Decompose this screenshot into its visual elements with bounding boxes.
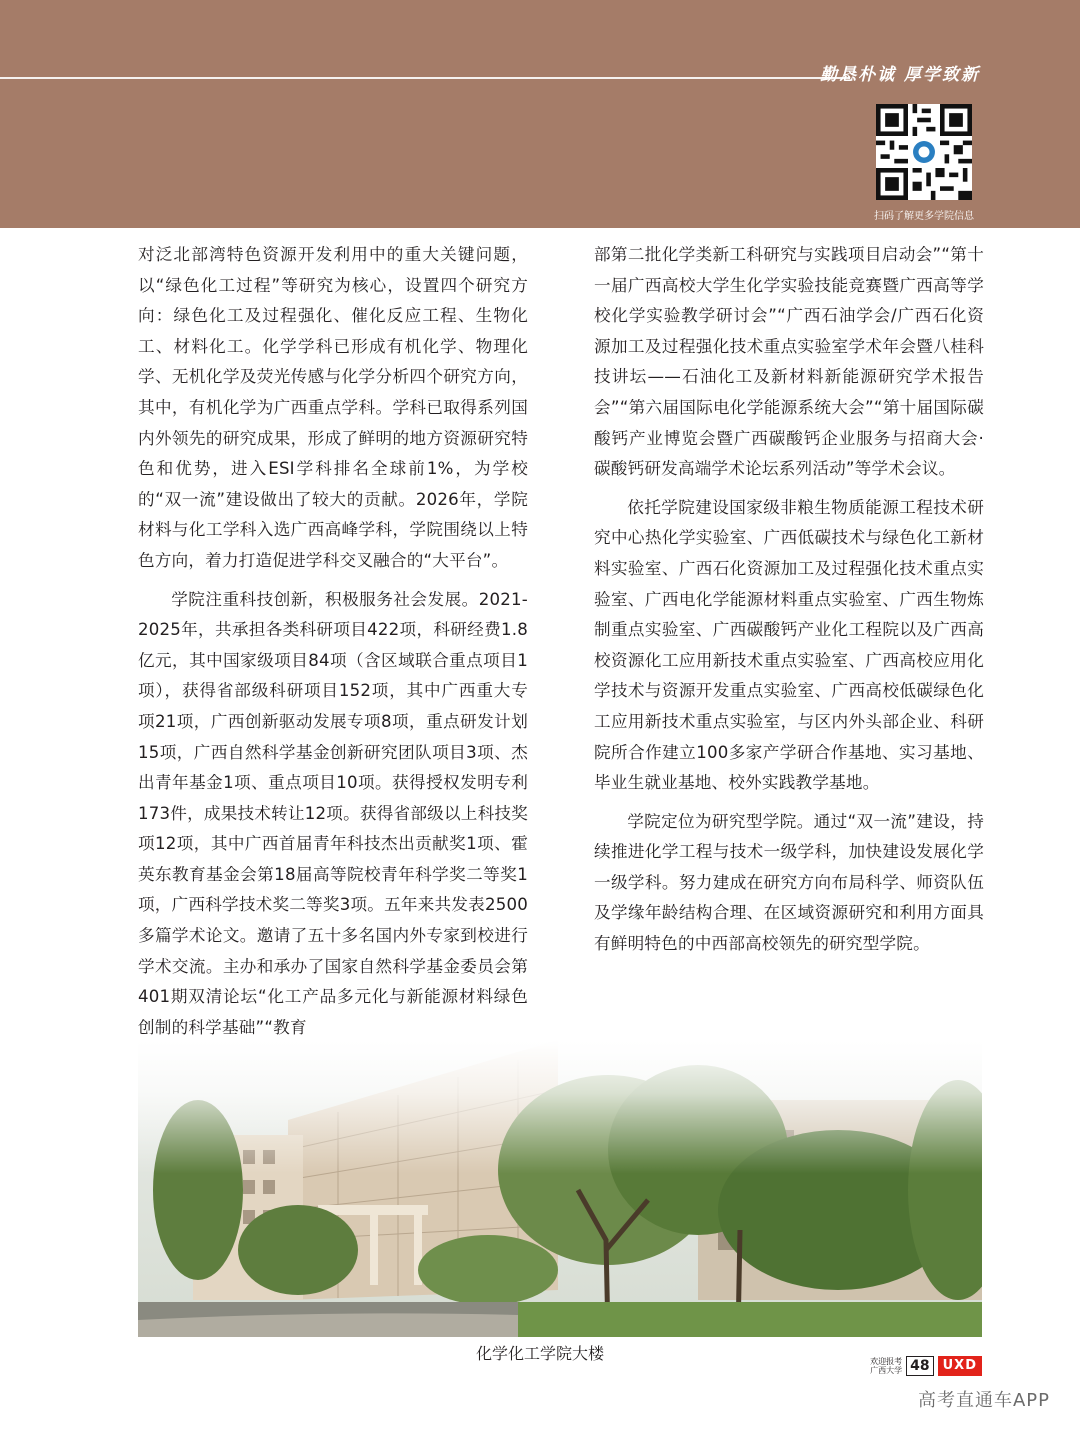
footer-brand: [870, 1355, 982, 1377]
qr-code[interactable]: [876, 104, 972, 200]
college-motto: 勤恳朴诚 厚学致新: [820, 65, 980, 85]
left-paragraph-1: 对泛北部湾特色资源开发利用中的重大关键问题，以“绿色化工过程”等研究为核心，设置四个研究方向：绿色化工及过程强化、催化反应工程、生物化工、材料化工。化学学科已形成有机化学、物理化学、无机化学及荧光传感与化学分析四个研究方向，其中，有机化学为广西重点学科。学科已取得系列国内外领先的研究成果，形成了鲜明的地方资源研究特色和优势，进入ESI学科排名全球前1%，为学校的“双一流”建设做出了较大的贡献。2026年，学院材料与化工学科入选广西高峰学科，学院围绕以上特色方向，着力打造促进学科交叉融合的“大平台”。: [138, 245, 529, 570]
footer-welcome-line-2: 广西大学: [870, 1366, 903, 1375]
right-paragraph-2: 依托学院建设国家级非粮生物质能源工程技术研究中心热化学实验室、广西低碳技术与绿色化工新材料实验室、广西石化资源加工及过程强化技术重点实验室、广西电化学能源材料重点实验室、广西生物炼制重点实验室、广西碳酸钙产业化工程院以及广西高校资源化工应用新技术重点实验室、广西高校应用化学技术与资源开发重点实验室、广西高校低碳绿色化工应用新技术重点实验室，与区内外头部企业、科研院所合作建立100多家产学研合作基地、实习基地、毕业生就业基地、校外实践教学基地。: [594, 497, 984, 793]
right-column: [594, 240, 984, 968]
right-paragraph-1: 部第二批化学类新工科研究与实践项目启动会”“第十一届广西高校大学生化学实验技能竞赛暨广西高等学校化学实验教学研讨会”“广西石油学会/广西石化资源加工及过程强化技术重点实验室学术年会暨八桂科技讲坛——石油化工及新材料新能源研究学术报告会”“第六届国际电化学能源系统大会”“第十届国际碳酸钙产业博览会暨广西碳酸钙企业服务与招商大会·碳酸钙研发高端学术论坛系列活动”等学术会议。: [594, 245, 984, 479]
left-column: [138, 240, 528, 1051]
page-number: 48: [906, 1356, 933, 1376]
qr-code-icon: [876, 104, 972, 200]
photo-fade-overlay: [138, 1040, 982, 1337]
building-photo: [138, 1040, 982, 1337]
brand-logo: UXD: [938, 1356, 982, 1376]
qr-caption: 扫码了解更多学院信息: [874, 211, 974, 222]
app-watermark: 高考直通车APP: [917, 1390, 1050, 1411]
footer-welcome: [870, 1357, 902, 1375]
left-paragraph-2: 学院注重科技创新，积极服务社会发展。2021-2025年，共承担各类科研项目422项，科研经费1.8亿元，其中国家级项目84项（含区域联合重点项目1项），获得省部级科研项目152项，其中广西重大专项21项，广西创新驱动发展专项8项，重点研发计划15项，广西自然科学基金创新研究团队项目3项、杰出青年基金1项、重点项目10项。获得授权发明专利173件，成果技术转让12项。获得省部级以上科技奖项12项，其中广西首届青年科技杰出贡献奖1项、霍英东教育基金会第18届高等院校青年科学奖二等奖1项，广西科学技术奖二等奖3项。五年来共发表2500多篇学术论文。邀请了五十多名国内外专家到校进行学术交流。主办和承办了国家自然科学基金委员会第401期双清论坛“化工产品多元化与新能源材料绿色创制的科学基础”“教育: [138, 589, 528, 1037]
photo-caption: 化学化工学院大楼: [475, 1344, 604, 1363]
right-paragraph-3: 学院定位为研究型学院。通过“双一流”建设，持续推进化学工程与技术一级学科，加快建设发展化学一级学科。努力建成在研究方向布局科学、师资队伍及学缘年龄结构合理、在区域资源研究和利用方面具有鲜明特色的中西部高校领先的研究型学院。: [594, 811, 984, 954]
footer-welcome-line-1: 欢迎报考: [870, 1357, 903, 1366]
header-divider: [0, 77, 850, 79]
